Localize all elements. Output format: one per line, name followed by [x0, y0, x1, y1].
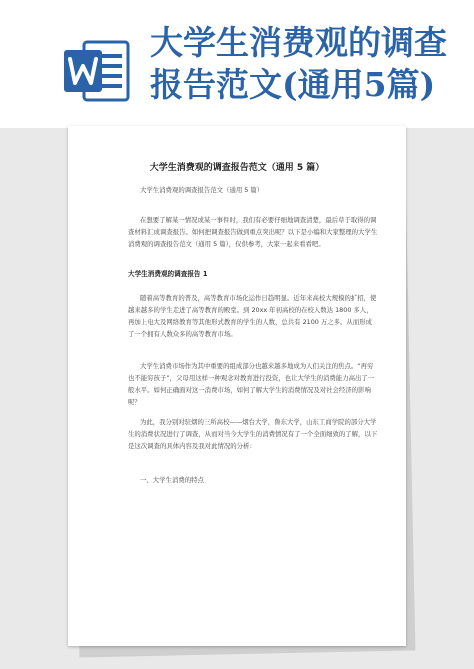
paragraph-1: 随着高等教育的普及，高等教育市场化运作日趋明显。近年来高校大规模的扩招，使越来越多的学生走进了高等教育的殿堂。到 20xx 年初高校的在校人数达 1800 多人，再加上电大及网络教育等其他形式教育的学生的人数，总共有 2100 万之多。从而形成了一个拥有人数众多的高等教育市场。	[128, 294, 377, 338]
paragraph-2: 大学生消费市场作为其中重要的组成部分也越来越多地成为人们关注的焦点。“再穷也不能穷孩子”，父母用这样一种观念对教育进行投资，也让大学生的消费能力高出了一般水平。如何正确面对这一消费市场，如何了解大学生的消费情况及对社会经济的影响呢？	[128, 362, 375, 406]
word-icon	[62, 36, 132, 106]
section-heading: 大学生消费观的调查报告 1	[128, 270, 208, 278]
list-item: 一、大学生消费的特点	[140, 476, 204, 484]
document-title: 大学生消费观的调查报告范文（通用 5 篇）	[149, 163, 325, 173]
header-banner	[0, 0, 474, 128]
document-subtitle: 大学生消费观的调查报告范文（通用 5 篇）	[140, 186, 264, 194]
paragraph-3: 为此，我分别对驻烟的三所高校——烟台大学，鲁东大学，山东工商学院的部分大学生的消费状况进行了调查，从而对当今大学生的消费情况有了一个全面细致的了解，以下是这次调查的具体内容及我对此情况的分析：	[128, 418, 378, 450]
page-title: 大学生消费观的调查报告范文(通用5篇)	[150, 23, 447, 104]
document-preview	[68, 126, 412, 656]
intro-paragraph: 在想要了解某一情况或某一事件时，我们有必要仔细地调查清楚，最后草于取得的调查材料汇成调查报告。如何把调查报告做到重点突出呢？以下是小编和大家整理的大学生消费观的调查报告范文（通用 5 篇），仅供参考，大家一起来看看吧。	[128, 216, 378, 248]
document-page	[68, 126, 406, 646]
